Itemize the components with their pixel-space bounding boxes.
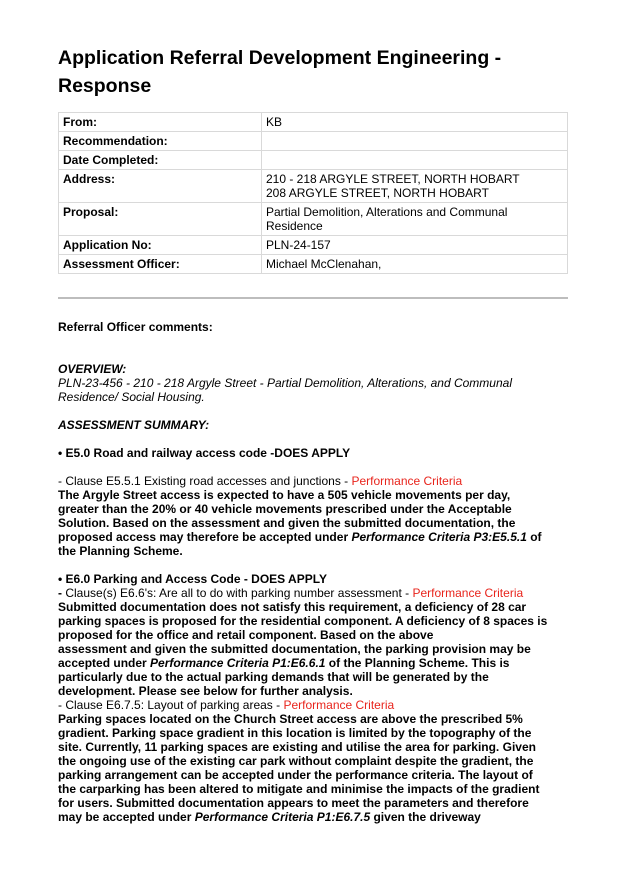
e6-clause-2-text: - Clause E6.7.5: Layout of parking areas - [58,698,284,712]
details-value [262,113,568,132]
e6-clause-dash: - [58,586,66,600]
overview-line-1: PLN-23-456 - 210 - 218 Argyle Street - Partial Demolition, Alterations, and Communal [58,376,512,390]
details-value-line: 210 - 218 ARGYLE STREET, NORTH HOBART [266,172,520,186]
details-label: Address: [59,170,262,203]
e5-line-5: the Planning Scheme. [58,544,183,558]
e6-line-5-pre: accepted under [58,656,151,670]
e6-layout-line-5: parking arrangement can be accepted under the performance criteria. The layout of [58,768,533,782]
details-label: Recommendation: [59,132,262,151]
page-title: Application Referral Development Engineering - Response [58,47,502,97]
details-value [262,151,568,170]
e5-criteria: Performance Criteria [351,474,463,488]
details-value [262,236,568,255]
details-value-line [266,134,563,148]
e5-line-3: Solution. Based on the assessment and given the submitted documentation, the [58,516,516,530]
e5-line-4-criteria: Performance Criteria P3:E5.5.1 [351,530,527,544]
summary-heading: ASSESSMENT SUMMARY: [58,418,210,432]
e5-line-2: greater than the 20% or 40 vehicle movements prescribed under the Acceptable [58,502,512,516]
details-row [59,255,568,274]
e6-layout-line-3: site. Currently, 11 parking spaces are existing and utilise the area for parking. Given [58,740,536,754]
e6-last-post: given the driveway [370,810,481,824]
details-label: Proposal: [59,203,262,236]
e5-heading: • E5.0 Road and railway access code -DOES APPLY [58,446,351,460]
comments-heading: Referral Officer comments: [58,320,213,334]
details-row [59,170,568,203]
e5-clause-text: - Clause E5.5.1 Existing road accesses and junctions - [58,474,352,488]
e6-last-pre: may be accepted under [58,810,195,824]
details-label: Date Completed: [59,151,262,170]
e6-layout-line-8 [58,810,570,824]
details-value [262,132,568,151]
details-value [262,255,568,274]
e6-heading: • E6.0 Parking and Access Code - DOES APPLY [58,572,327,586]
e6-layout-line-6: the carparking has been altered to mitigate and minimise the impacts of the gradient [58,782,540,796]
e6-line-5-criteria: Performance Criteria P1:E6.6.1 [150,656,326,670]
e6-layout-line-2: gradient. Parking space gradient in this location is limited by the topography of the [58,726,532,740]
overview-line-2: Residence/ Social Housing. [58,390,205,404]
e6-line-7: development. Please see below for further analysis. [58,684,353,698]
divider [58,297,568,299]
e6-line-6: particularly due to the actual parking demands that will be generated by the [58,670,489,684]
details-value-line: Partial Demolition, Alterations and Communal [266,205,508,219]
e6-clause-2 [58,698,570,712]
e6-line-3: proposed for the office and retail component. Based on the above [58,628,434,642]
details-value [262,203,568,236]
e6-line-5 [58,656,570,670]
e6-layout-line-1: Parking spaces located on the Church Street access are above the prescribed 5% [58,712,523,726]
details-row [59,132,568,151]
e5-line-4-post: of [526,530,542,544]
e6-clause [58,586,570,600]
e6-criteria: Performance Criteria [412,586,524,600]
details-value-line: 208 ARGYLE STREET, NORTH HOBART [266,186,489,200]
referral-body [58,320,570,824]
details-row [59,151,568,170]
details-value-line: KB [266,115,283,129]
e6-line-2: parking spaces is proposed for the residential component. A deficiency of 8 spaces is [58,614,548,628]
details-value [262,170,568,203]
e6-layout-line-7: for users. Submitted documentation appears to meet the parameters and therefore [58,796,529,810]
details-row [59,236,568,255]
e5-line-4-pre: proposed access may therefore be accepted under [58,530,352,544]
details-value-line [266,153,563,167]
details-label: Application No: [59,236,262,255]
e6-line-1: Submitted documentation does not satisfy this requirement, a deficiency of 28 car [58,600,527,614]
e5-clause [58,474,570,488]
application-details-table [58,112,568,274]
details-row [59,203,568,236]
e6-last-criteria: Performance Criteria P1:E6.7.5 [194,810,371,824]
details-label: From: [59,113,262,132]
details-label: Assessment Officer: [59,255,262,274]
details-row [59,113,568,132]
details-value-line: Residence [266,219,323,233]
details-value-line: Michael McClenahan, [266,257,382,271]
e6-layout-line-4: the ongoing use of the existing car park without complaint despite the gradient, the [58,754,534,768]
e5-line-1: The Argyle Street access is expected to have a 505 vehicle movements per day, [58,488,511,502]
e6-line-5-post: of the Planning Scheme. This is [325,656,510,670]
e6-criteria-2: Performance Criteria [283,698,395,712]
e6-clause-text: Clause(s) E6.6's: Are all to do with parking number assessment - [65,586,413,600]
e5-line-4 [58,530,570,544]
e6-line-4: assessment and given the submitted documentation, the parking provision may be [58,642,531,656]
overview-heading: OVERVIEW: [58,362,127,376]
details-value-line: PLN-24-157 [266,238,331,252]
